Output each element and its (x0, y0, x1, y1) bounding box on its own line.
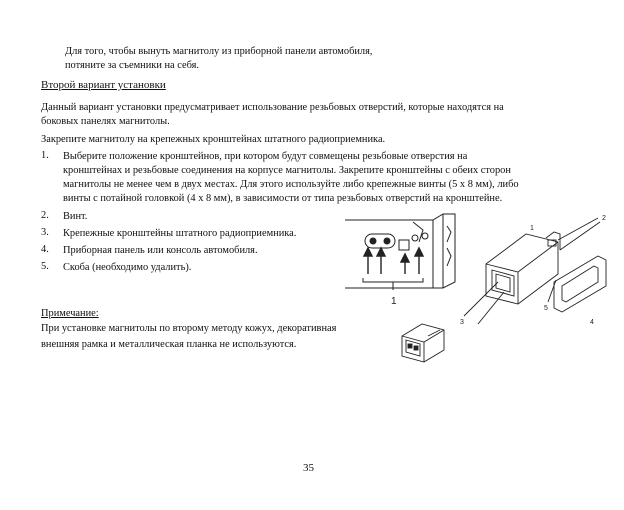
intro-line-2: потяните за съемники на себя. (65, 60, 200, 71)
callout-1: 1 (530, 225, 534, 232)
paragraph-1-line-1: Данный вариант установки предусматривает использование резьбовых отверстий, которые находятся на (41, 102, 504, 113)
list-number: 5. (41, 261, 49, 272)
callout-2: 2 (602, 215, 606, 222)
callout-5: 5 (544, 305, 548, 312)
note-line-2: внешняя рамка и металлическая планка не используются. (41, 339, 297, 350)
list-number: 4. (41, 244, 49, 255)
list-item-1-line-1: Выберите положение кронштейнов, при котором будут совмещены резьбовые отверстия на (63, 151, 468, 162)
list-item-1-line-3: магнитолы не менее чем в двух местах. Для этого используйте либо крепежные винты (5 х 8 мм), либо (63, 179, 519, 190)
list-item-2: Винт. (63, 211, 88, 222)
note-title: Примечание: (41, 308, 99, 319)
callout-3: 3 (460, 319, 464, 326)
detail-label: 1 (391, 296, 397, 307)
list-number: 2. (41, 210, 49, 221)
list-item-4: Приборная панель или консоль автомобиля. (63, 245, 258, 256)
paragraph-1-line-2: боковых панелях магнитолы. (41, 116, 170, 127)
list-item-1-line-2: кронштейнах и резьбовые соединения на корпусе магнитолы. Закрепите кронштейны с обеих сторон (63, 165, 511, 176)
intro-line-1: Для того, чтобы вынуть магнитолу из приборной панели автомобиля, (65, 46, 373, 57)
radio-installation-figure (458, 212, 618, 337)
callout-4: 4 (590, 319, 594, 326)
section-heading: Второй вариант установки (41, 79, 166, 91)
list-item-5: Скоба (необходимо удалить). (63, 262, 192, 273)
list-number: 1. (41, 150, 49, 161)
bracket-detail-figure (343, 212, 463, 312)
note-line-1: При установке магнитолы по второму методу кожух, декоративная (41, 323, 337, 334)
list-item-1-line-4: винты с потайной головкой (4 х 8 мм), в зависимости от типа резьбовых отверстий на кронштейне. (63, 193, 503, 204)
paragraph-2: Закрепите магнитолу на крепежных кронштейнах штатного радиоприемника. (41, 134, 386, 145)
list-item-3: Крепежные кронштейны штатного радиоприемника. (63, 228, 297, 239)
list-number: 3. (41, 227, 49, 238)
page-number: 35 (303, 462, 314, 474)
radio-cover-figure (396, 316, 450, 366)
